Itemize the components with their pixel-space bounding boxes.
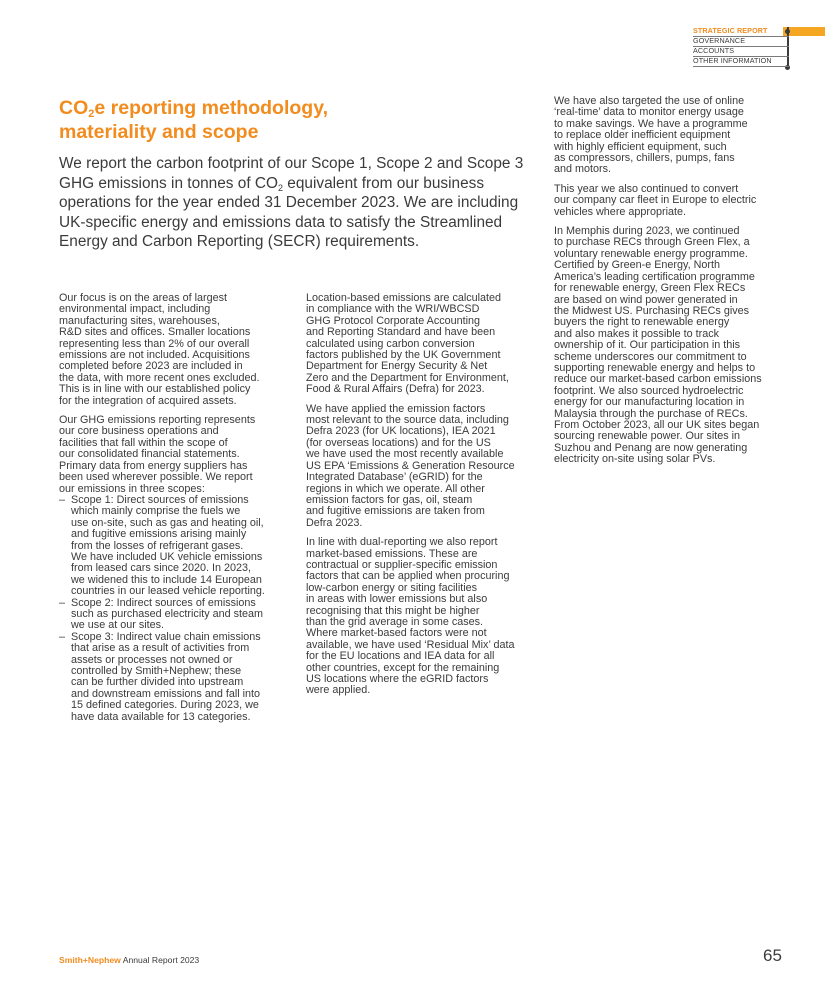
title-rest: e reporting methodology, (94, 97, 329, 119)
list-item-scope-3: – Scope 3: Indirect value chain emissions that arise as a result of activities from assets or processes not owned or controlled by Smith+Nephew; these can be further divided into upstream and downstream emissions and fall into 15 defined categories. During 2023, we have data available for 13 categories. (59, 632, 291, 723)
nav-item-accounts[interactable]: ACCOUNTS (693, 47, 789, 57)
lead-text-start: We report the carbon footprint of our Scope 1, Scope 2 and Scope 3 GHG emissions in tonnes of CO (59, 155, 524, 192)
title-co: CO (59, 97, 89, 119)
paragraph-location-based: Location-based emissions are calculated in compliance with the WRI/WBCSD GHG Protocol Corporate Accounting and Reporting Standard and have been calculated using carbon conversion factors published by the UK Government Department for Energy Security & Net Zero and the Department for Environment, Food & Rural Affairs (Defra) for 2023. (306, 292, 509, 396)
lead-text-end: equivalent from our business operations for the year ended 31 December 2023. We are including UK-specific energy and emissions data to satisfy the Streamlined Energy and Carbon Reporting (SECR) requirements. (59, 174, 519, 251)
nav-item-governance[interactable]: GOVERNANCE (693, 37, 789, 47)
paragraph-ghg-reporting: Our GHG emissions reporting represents our core business operations and facilities that fall within the scope of our consolidated financial statements. Primary data from energy suppliers has been used wherever possible. We report our emissions in three scopes: (59, 414, 256, 495)
lead-subscript: 2 (277, 182, 283, 193)
nav-item-strategic-report[interactable]: STRATEGIC REPORT (693, 27, 789, 37)
column-left (59, 293, 291, 723)
page-title (59, 96, 369, 144)
list-item-scope-2: – Scope 2: Indirect sources of emissions such as purchased electricity and steam we use at our sites. (59, 598, 291, 632)
footer (59, 955, 199, 965)
page-number: 65 (763, 946, 782, 965)
lead-paragraph (59, 154, 544, 252)
scope-list (59, 495, 291, 723)
footer-report-title: Annual Report 2023 (122, 955, 200, 965)
paragraph-emission-factors: We have applied the emission factors most relevant to the source data, including Defra 2023 (for UK locations), IEA 2021 (for overseas locations) and for the US we have used the most recently available US EPA ‘Emissions & Generation Resource Integrated Database’ (eGRID) for the regions in which we operate. All other emission factors for gas, oil, steam and fugitive emissions are taken from Defra 2023. (306, 402, 515, 529)
column-middle (306, 293, 538, 705)
paragraph-focus: Our focus is on the areas of largest environmental impact, including manufacturing sites, warehouses, R&D sites and offices. Smaller locations representing less than 2% of our overall emissions are not included. Acquisitions completed before 2023 are included in the data, with more recent ones excluded. This is in line with our established policy for the integration of acquired assets. (59, 292, 260, 407)
paragraph-real-time-data: We have also targeted the use of online ‘real-time’ data to monitor energy usage to make savings. We have a programme to replace older inefficient equipment with highly efficient equipment, such as compressors, chillers, pumps, fans and motors. (554, 95, 748, 176)
paragraph-memphis-recs: In Memphis during 2023, we continued to purchase RECs through Green Flex, a voluntary renewable energy programme. Certified by Green-e Energy, North America’s leading certification programme for renewable energy, Green Flex RECs are based on wind power generated in the Midwest US. Purchasing RECs gives buyers the right to renewable energy and also makes it possible to track ownership of it. Our participation in this scheme underscores our commitment to supporting renewable energy and helps to reduce our market-based carbon emissions footprint. We also sourced hydroelectric energy for our manufacturing location in Malaysia through the purchase of RECs. From October 2023, all our UK sites began sourcing renewable power. Our sites in Suzhou and Penang are now generating electricity on-site using solar PVs. (554, 225, 762, 466)
title-subscript: 2 (88, 108, 95, 120)
paragraph-market-based: In line with dual-reporting we also report market-based emissions. These are contractual or supplier-specific emission factors that can be applied when procuring low-carbon energy or siting facilities in areas with lower emissions but also recognising that this might be higher than the grid average in some cases. Where market-based factors were not available, we have used ‘Residual Mix’ data for the EU locations and IEA data for all other countries, except for the remaining US locations where the eGRID factors were applied. (306, 536, 515, 697)
section-navigation (693, 27, 789, 67)
title-line2: materiality and scope (59, 121, 259, 143)
list-item-scope-1: – Scope 1: Direct sources of emissions which mainly comprise the fuels we use on-site, such as gas and heating oil, and fugitive emissions arising mainly from the losses of refrigerant gases. We have included UK vehicle emissions from leased cars since 2020. In 2023, we widened this to include 14 European countries in our leased vehicle reporting. (59, 495, 291, 598)
footer-brand: Smith+Nephew (59, 955, 121, 965)
nav-item-other-information[interactable]: OTHER INFORMATION (693, 57, 789, 67)
paragraph-car-fleet: This year we also continued to convert our company car fleet in Europe to electric vehicles where appropriate. (554, 182, 757, 218)
column-right (554, 96, 790, 474)
